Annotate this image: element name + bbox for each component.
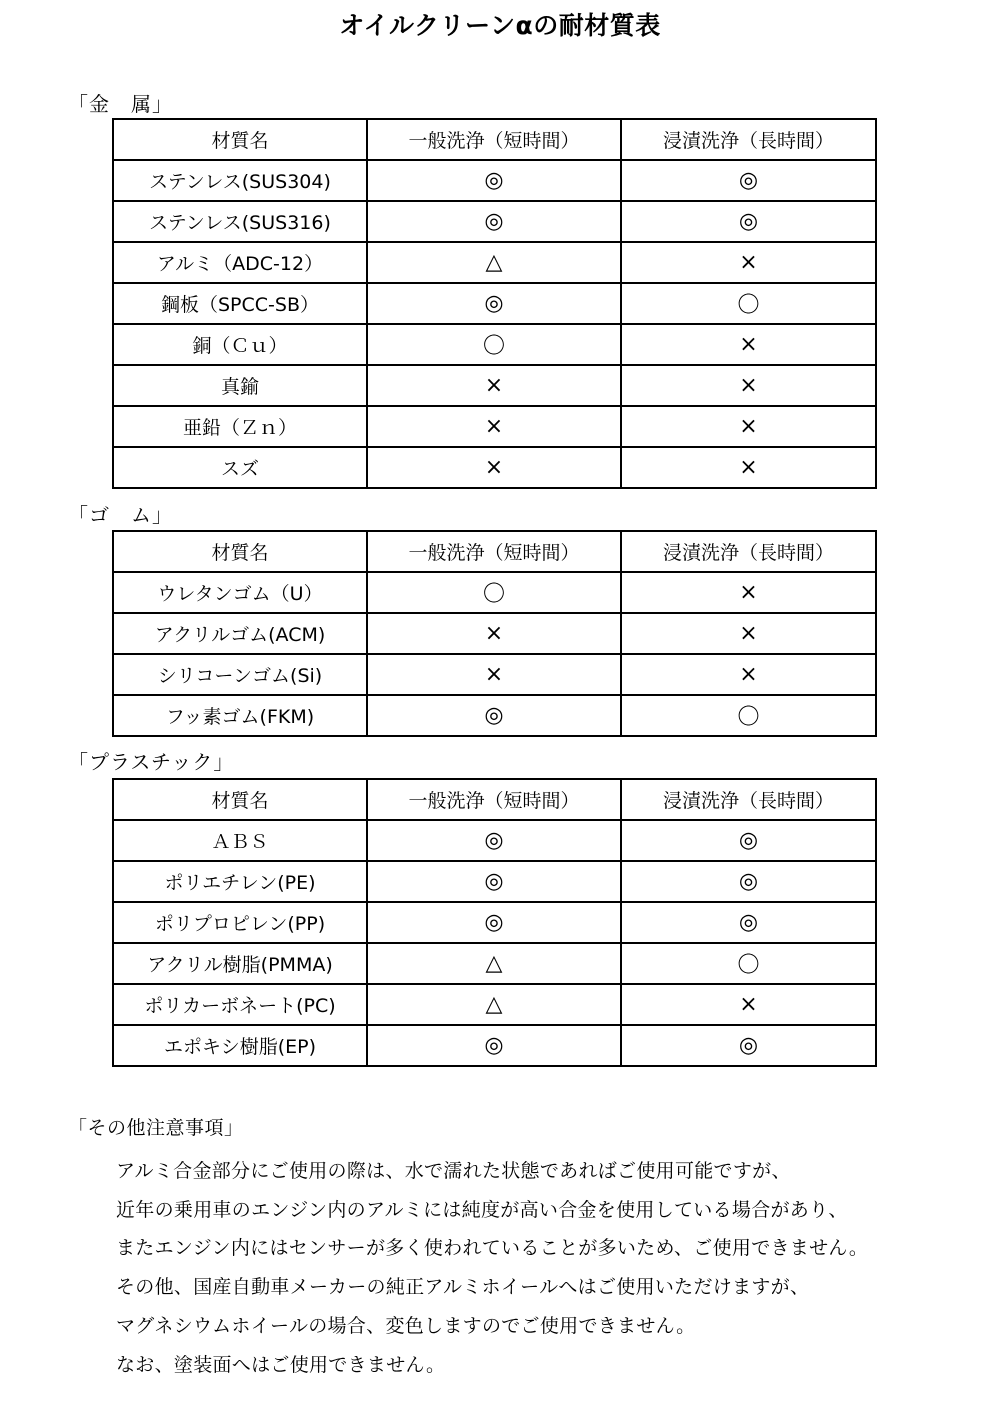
rating-long: ◎ <box>621 820 876 861</box>
notes-title: 「その他注意事項」 <box>68 1117 244 1139</box>
rating-short: × <box>367 654 621 695</box>
table-row <box>113 695 876 736</box>
rating-short: ◎ <box>367 1025 621 1066</box>
table-row <box>113 654 876 695</box>
material-name: ステンレス(SUS304) <box>113 160 367 201</box>
rating-long: ◎ <box>621 902 876 943</box>
material-name: 亜鉛（Ｚｎ） <box>113 406 367 447</box>
material-name: アクリルゴム(ACM) <box>113 613 367 654</box>
rating-long: × <box>621 324 876 365</box>
header-material: 材質名 <box>113 779 367 820</box>
notes-body <box>116 1152 986 1384</box>
rating-long: × <box>621 572 876 613</box>
header-short-wash: 一般洗浄（短時間） <box>367 779 621 820</box>
table-row <box>113 820 876 861</box>
header-long-soak: 浸漬洗浄（長時間） <box>621 119 876 160</box>
material-name: 鋼板（SPCC-SB） <box>113 283 367 324</box>
rating-long: ◎ <box>621 160 876 201</box>
material-name: ステンレス(SUS316) <box>113 201 367 242</box>
material-name: ウレタンゴム（U） <box>113 572 367 613</box>
header-short-wash: 一般洗浄（短時間） <box>367 531 621 572</box>
rating-short: 〇 <box>367 572 621 613</box>
rating-short: ◎ <box>367 160 621 201</box>
material-name: アクリル樹脂(PMMA) <box>113 943 367 984</box>
note-line: なお、塗装面へはご使用できません。 <box>116 1353 446 1376</box>
table-row <box>113 984 876 1025</box>
rating-long: × <box>621 613 876 654</box>
table-row <box>113 943 876 984</box>
material-name: ポリカーボネート(PC) <box>113 984 367 1025</box>
table-row <box>113 365 876 406</box>
material-name: エポキシ樹脂(EP) <box>113 1025 367 1066</box>
rating-long: × <box>621 406 876 447</box>
material-name: 銅（Ｃｕ） <box>113 324 367 365</box>
table-header-row <box>113 531 876 572</box>
rating-short: △ <box>367 943 621 984</box>
section-label-rubber: 「ゴ ム」 <box>68 503 173 527</box>
table-row <box>113 201 876 242</box>
rating-short: × <box>367 406 621 447</box>
material-name: ポリプロピレン(PP) <box>113 902 367 943</box>
note-line: またエンジン内にはセンサーが多く使われていることが多いため、ご使用できません。 <box>116 1237 869 1260</box>
material-name: ポリエチレン(PE) <box>113 861 367 902</box>
page-title: オイルクリーンαの耐材質表 <box>339 11 661 40</box>
table-row <box>113 861 876 902</box>
rating-short: 〇 <box>367 324 621 365</box>
table-row <box>113 160 876 201</box>
rating-long: 〇 <box>621 943 876 984</box>
table-row <box>113 613 876 654</box>
note-line: 近年の乗用車のエンジン内のアルミには純度が高い合金を使用している場合があり、 <box>116 1198 848 1221</box>
rating-short: ◎ <box>367 283 621 324</box>
table-row <box>113 447 876 488</box>
metal-table <box>112 118 877 489</box>
rating-long: × <box>621 365 876 406</box>
material-name: スズ <box>113 447 367 488</box>
rating-short: × <box>367 447 621 488</box>
rating-short: × <box>367 365 621 406</box>
rating-short: △ <box>367 984 621 1025</box>
section-label-plastic: 「プラスチック」 <box>68 750 235 774</box>
table-header-row <box>113 779 876 820</box>
rating-short: ◎ <box>367 695 621 736</box>
rating-long: × <box>621 654 876 695</box>
note-line: アルミ合金部分にご使用の際は、水で濡れた状態であればご使用可能ですが、 <box>116 1160 791 1182</box>
rubber-table <box>112 530 877 737</box>
rating-short: ◎ <box>367 201 621 242</box>
note-line: その他、国産自動車メーカーの純正アルミホイールへはご使用いただけますが、 <box>116 1276 810 1299</box>
rating-short: ◎ <box>367 902 621 943</box>
header-material: 材質名 <box>113 531 367 572</box>
rating-long: × <box>621 242 876 283</box>
table-row <box>113 324 876 365</box>
table-header-row <box>113 119 876 160</box>
table-row <box>113 242 876 283</box>
rating-long: ◎ <box>621 1025 876 1066</box>
material-name: アルミ（ADC-12） <box>113 242 367 283</box>
rating-long: ◎ <box>621 201 876 242</box>
header-long-soak: 浸漬洗浄（長時間） <box>621 531 876 572</box>
rating-long: × <box>621 447 876 488</box>
rating-long: 〇 <box>621 283 876 324</box>
rating-long: × <box>621 984 876 1025</box>
section-label-metal: 「金 属」 <box>68 92 173 116</box>
table-row <box>113 572 876 613</box>
rating-short: ◎ <box>367 861 621 902</box>
header-long-soak: 浸漬洗浄（長時間） <box>621 779 876 820</box>
material-name: 真鍮 <box>113 365 367 406</box>
table-row <box>113 902 876 943</box>
note-line: マグネシウムホイールの場合、変色しますのでご使用できません。 <box>116 1314 696 1337</box>
material-name: ＡＢＳ <box>113 820 367 861</box>
table-row <box>113 1025 876 1066</box>
material-name: シリコーンゴム(Si) <box>113 654 367 695</box>
header-material: 材質名 <box>113 119 367 160</box>
table-row <box>113 406 876 447</box>
rating-short: × <box>367 613 621 654</box>
rating-short: ◎ <box>367 820 621 861</box>
rating-short: △ <box>367 242 621 283</box>
material-name: フッ素ゴム(FKM) <box>113 695 367 736</box>
rating-long: ◎ <box>621 861 876 902</box>
table-row <box>113 283 876 324</box>
rating-long: 〇 <box>621 695 876 736</box>
header-short-wash: 一般洗浄（短時間） <box>367 119 621 160</box>
plastic-table <box>112 778 877 1067</box>
